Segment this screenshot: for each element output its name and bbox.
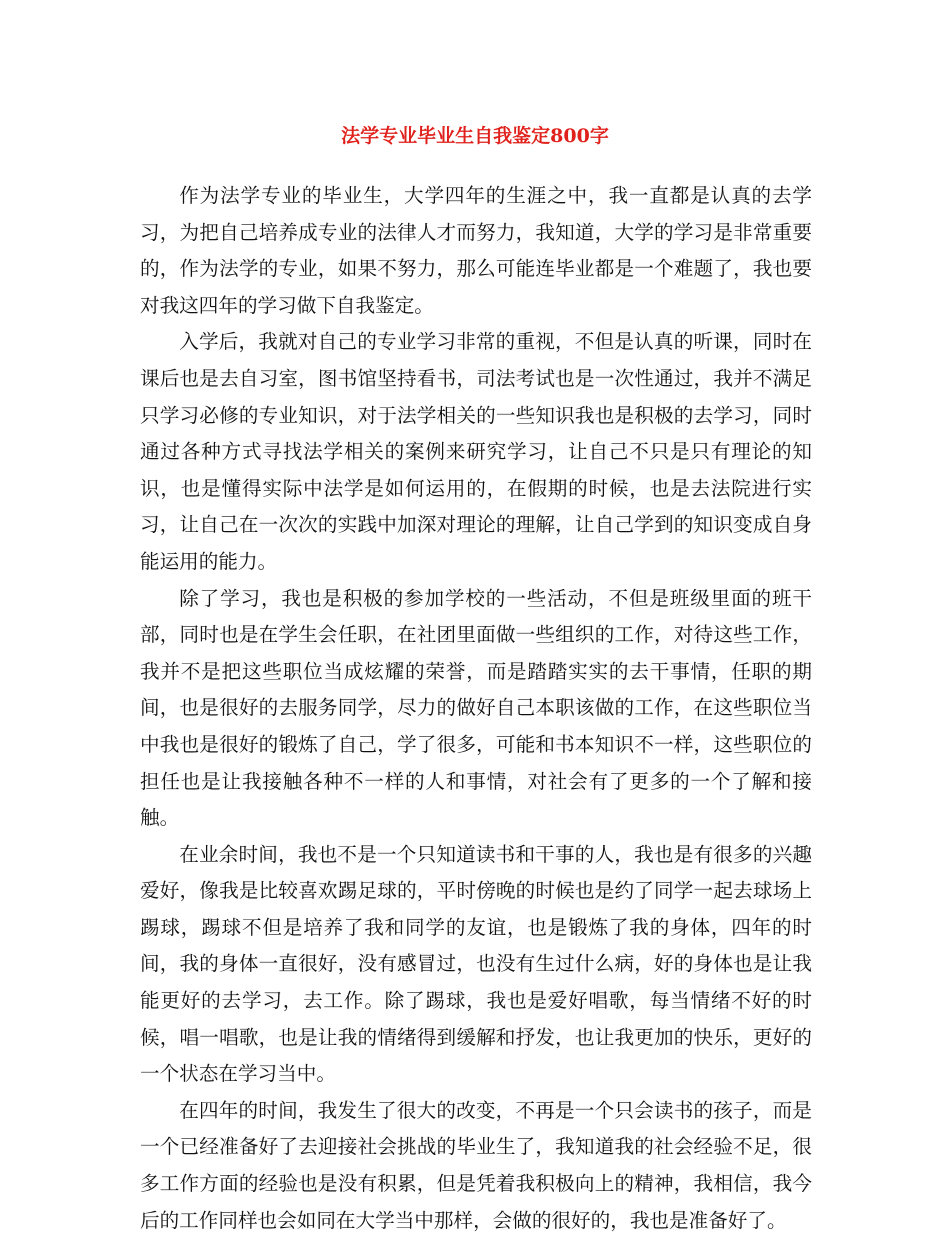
paragraph-1: 作为法学专业的毕业生，大学四年的生涯之中，我一直都是认真的去学习，为把自己培养成专业的法律人才而努力，我知道，大学的学习是非常重要的，作为法学的专业，如果不努力，那么可能连毕业都是一个难题了，我也要对我这四年的学习做下自我鉴定。 [140, 184, 812, 317]
document-title: 法学专业毕业生自我鉴定800字 [341, 125, 609, 147]
paragraph-2: 入学后，我就对自己的专业学习非常的重视，不但是认真的听课，同时在课后也是去自习室，图书馆坚持看书，司法考试也是一次性通过，我并不满足只学习必修的专业知识，对于法学相关的一些知识我也是积极的去学习，同时通过各种方式寻找法学相关的案例来研究学习，让自己不只是只有理论的知识，也是懂得实际中法学是如何运用的，在假期的时候，也是去法院进行实习，让自己在一次次的实践中加深对理论的理解，让自己学到的知识变成自身能运用的能力。 [140, 330, 812, 573]
document-body [140, 178, 812, 1239]
paragraph-5: 在四年的时间，我发生了很大的改变，不再是一个只会读书的孩子，而是一个已经准备好了去迎接社会挑战的毕业生了，我知道我的社会经验不足，很多工作方面的经验也是没有积累，但是凭着我积极向上的精神，我相信，我今后的工作同样也会如同在大学当中那样，会做的很好的，我也是准备好了。 [140, 1098, 812, 1232]
paragraph-4: 在业余时间，我也不是一个只知道读书和干事的人，我也是有很多的兴趣爱好，像我是比较喜欢踢足球的，平时傍晚的时候也是约了同学一起去球场上踢球，踢球不但是培养了我和同学的友谊，也是锻炼了我的身体，四年的时间，我的身体一直很好，没有感冒过，也没有生过什么病，好的身体也是让我能更好的去学习，去工作。除了踢球，我也是爱好唱歌，每当情绪不好的时候，唱一唱歌，也是让我的情绪得到缓解和抒发，也让我更加的快乐，更好的一个状态在学习当中。 [140, 842, 812, 1086]
paragraph-3: 除了学习，我也是积极的参加学校的一些活动，不但是班级里面的班干部，同时也是在学生会任职，在社团里面做一些组织的工作，对待这些工作，我并不是把这些职位当成炫耀的荣誉，而是踏踏实实的去干事情，任职的期间，也是很好的去服务同学，尽力的做好自己本职该做的工作，在这些职位当中我也是很好的锻炼了自己，学了很多，可能和书本知识不一样，这些职位的担任也是让我接触各种不一样的人和事情，对社会有了更多的一个了解和接触。 [140, 586, 812, 830]
